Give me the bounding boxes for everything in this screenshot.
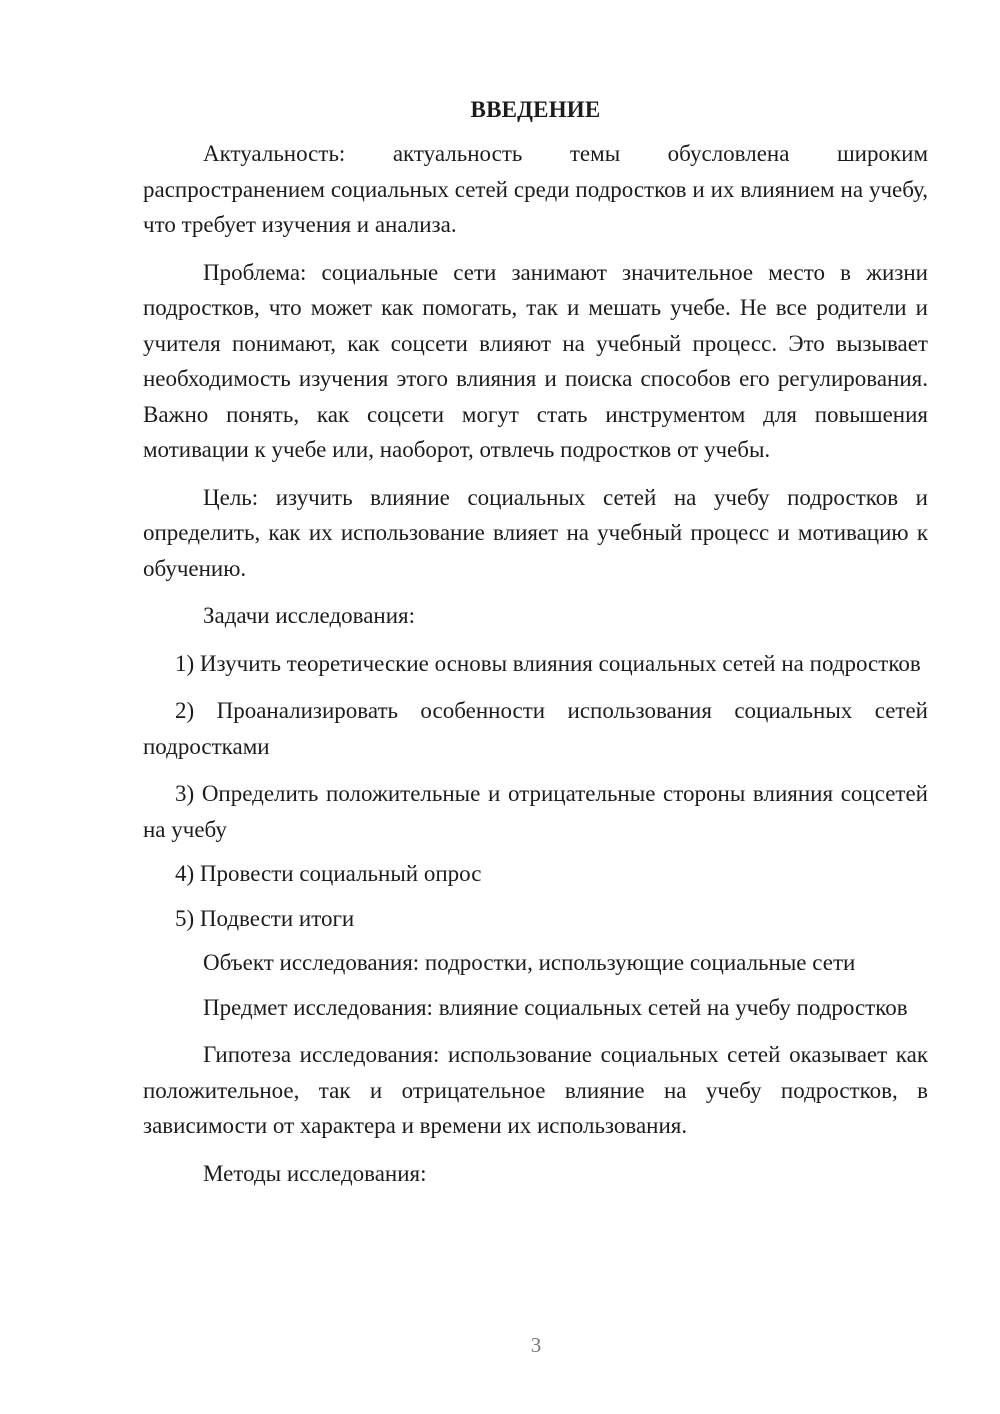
paragraph-relevance: Актуальность: актуальность темы обусловлена широким распространением социальных сетей среди подростков и их влиянием на учебу, что требует изучения и анализа. (143, 141, 928, 237)
task-item-2: 2) Проанализировать особенности использования социальных сетей подростками (143, 698, 928, 759)
page-number: 3 (530, 1333, 542, 1357)
paragraph-problem: Проблема: социальные сети занимают значительное место в жизни подростков, что может как помогать, так и мешать учебе. Не все родители и учителя понимают, как соцсети влияют на учебный процесс. Это вызывает необходимость изучения этого влияния и поиска способов его регулирования. Важно понять, как соцсети могут стать инструментом для повышения мотивации к учебе или, наоборот, отвлечь подростков от учебы. (143, 259, 928, 462)
paragraph-methods: Методы исследования: (203, 1160, 427, 1186)
paragraph-hypothesis: Гипотеза исследования: использование социальных сетей оказывает как положительное, так и отрицательное влияние на учебу подростков, в зависимости от характера и времени их использования. (143, 1042, 928, 1138)
task-item-3: 3) Определить положительные и отрицательные стороны влияния соцсетей на учебу (143, 781, 928, 842)
paragraph-subject: Предмет исследования: влияние социальных сетей на учебу подростков (203, 994, 908, 1020)
tasks-title: Задачи исследования: (203, 603, 416, 628)
paragraph-goal: Цель: изучить влияние социальных сетей на учебу подростков и определить, как их использование влияет на учебный процесс и мотивацию к обучению. (143, 484, 928, 581)
task-item-1: 1) Изучить теоретические основы влияния социальных сетей на подростков (175, 650, 921, 676)
document-page (143, 92, 928, 1191)
task-item-5: 5) Подвести итоги (175, 905, 355, 931)
task-item-4: 4) Провести социальный опрос (175, 861, 482, 886)
section-heading: ВВЕДЕНИЕ (470, 97, 601, 122)
paragraph-object: Объект исследования: подростки, использующие социальные сети (203, 950, 856, 975)
